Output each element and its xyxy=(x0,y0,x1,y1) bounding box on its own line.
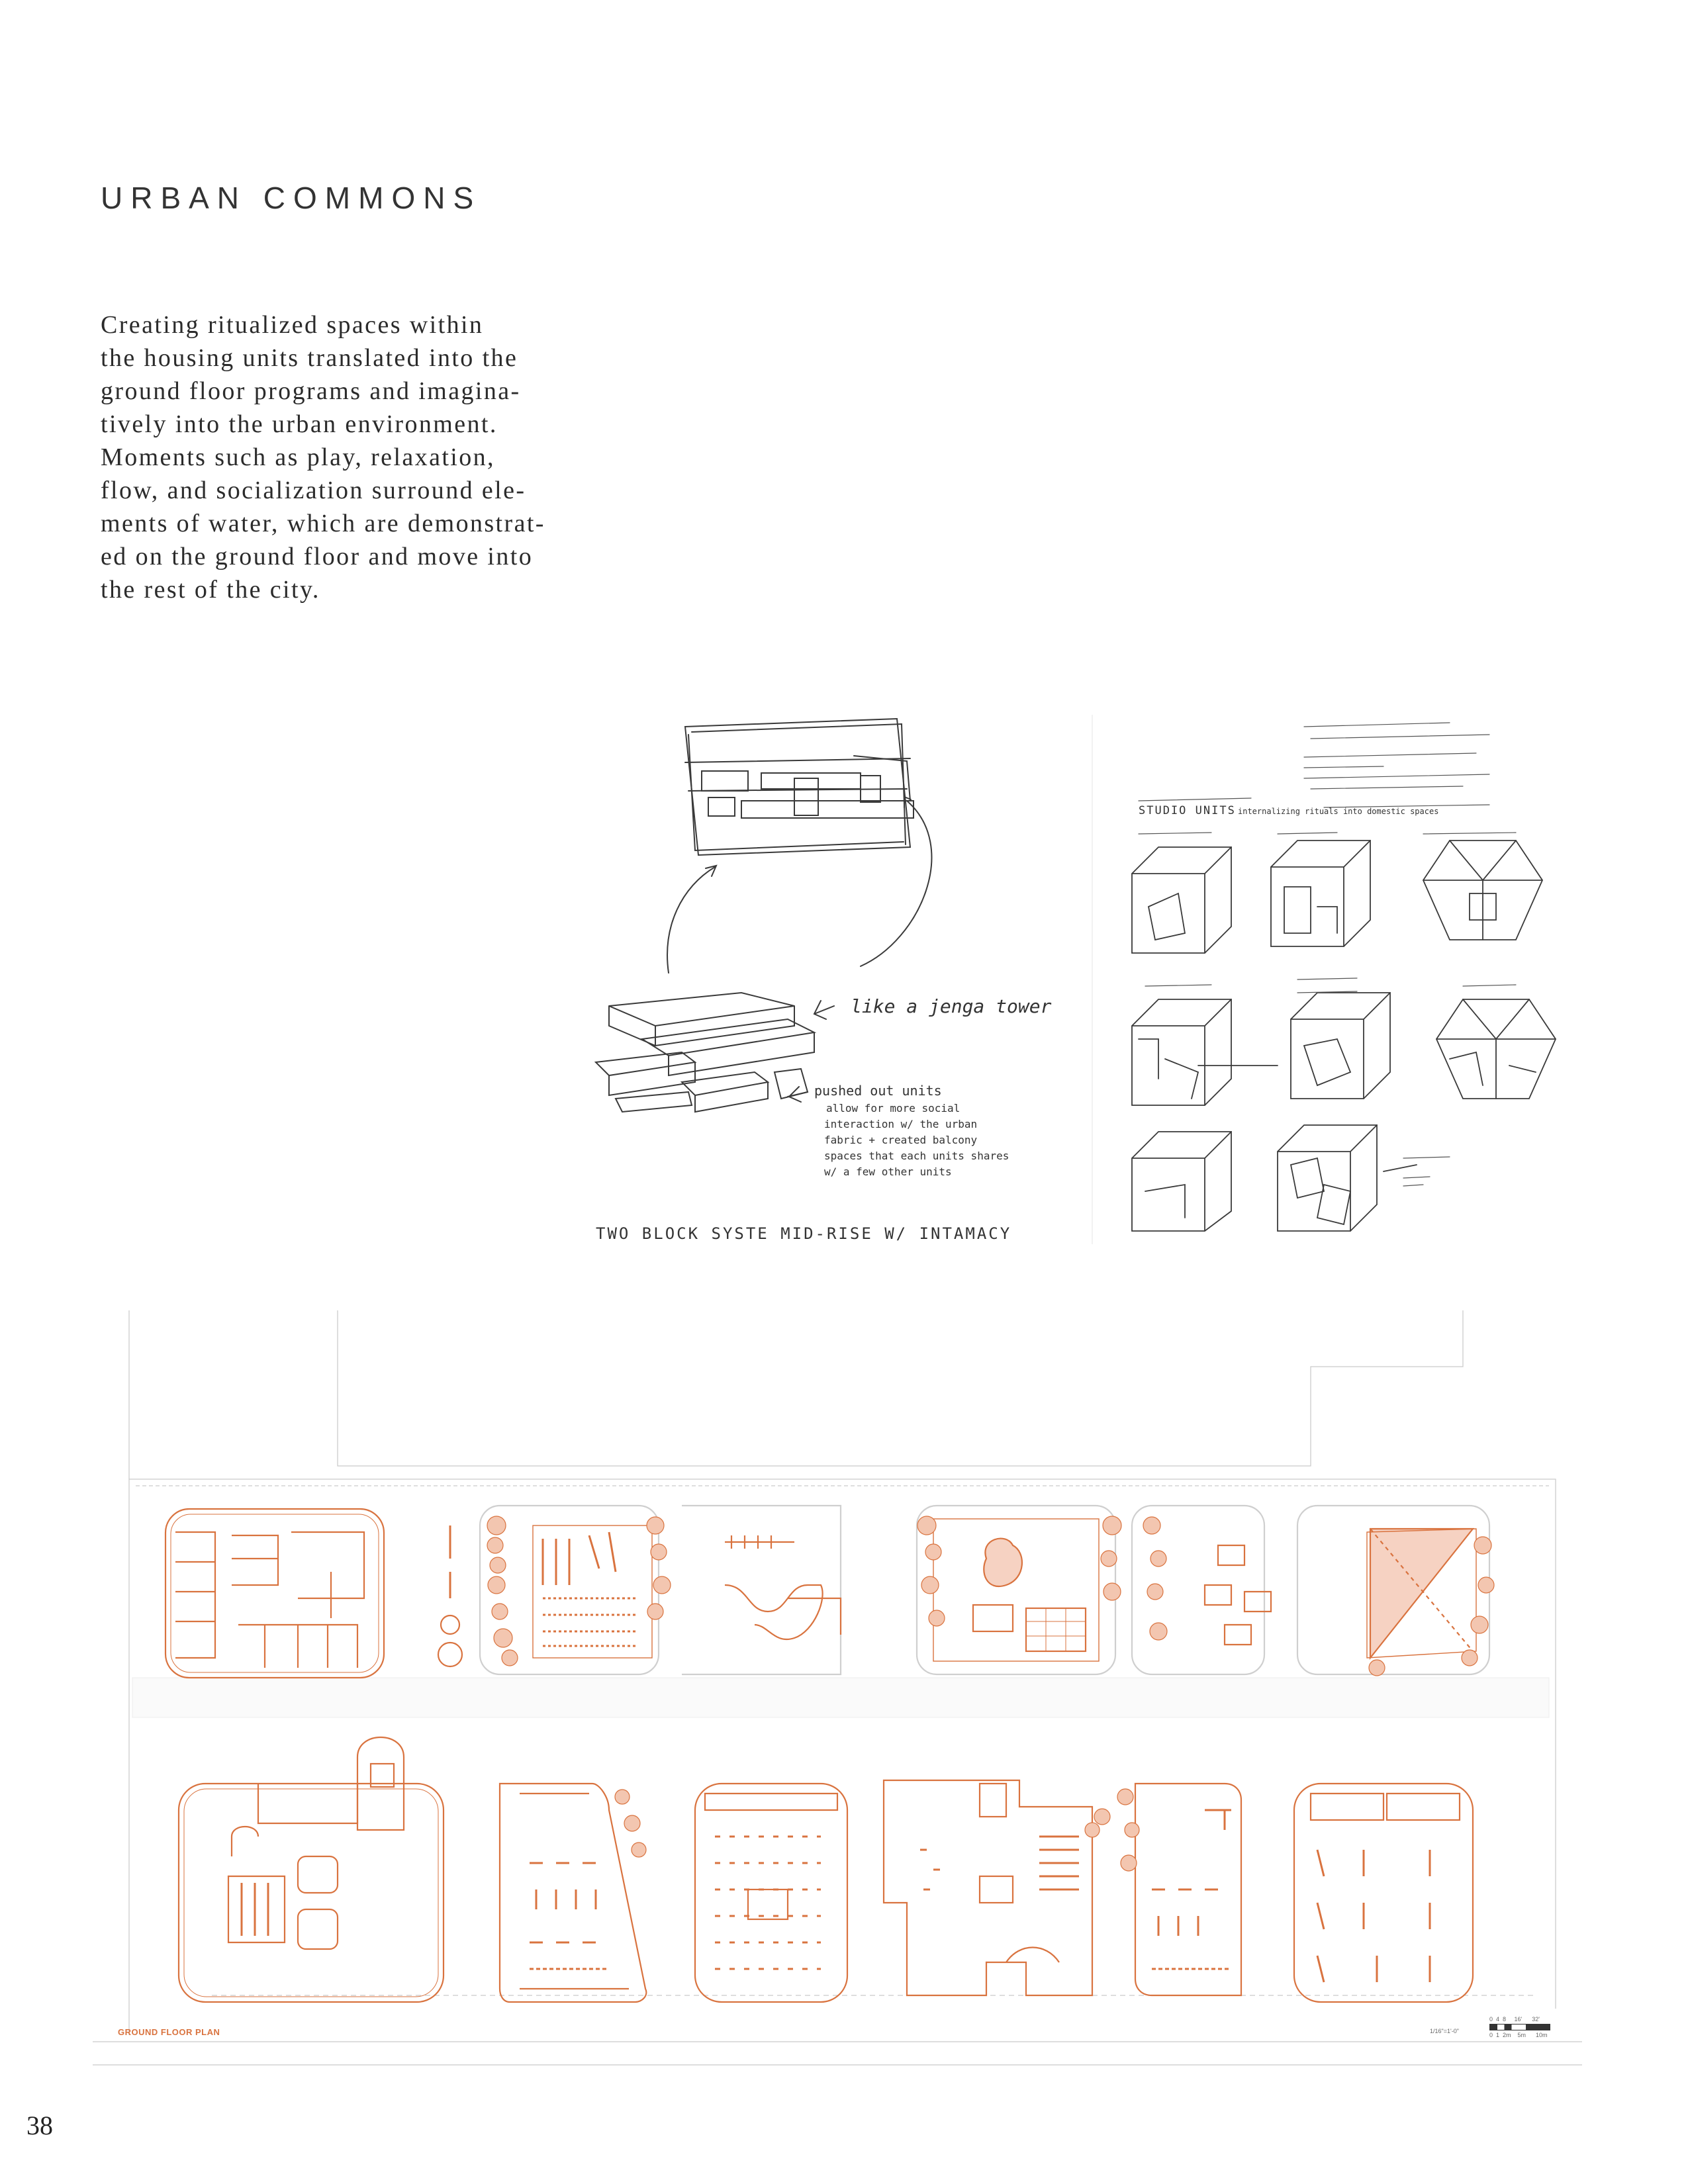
jenga-note: like a jenga tower xyxy=(851,995,1052,1017)
intro-line: the rest of the city. xyxy=(101,576,320,604)
sketch-caption: TWO BLOCK SYSTE MID-RISE W/ INTAMACY xyxy=(596,1224,1012,1243)
pushed-note-line: spaces that each units shares xyxy=(824,1150,1009,1162)
intro-line: ground floor programs and imagina- xyxy=(101,377,521,405)
pushed-note-line: w/ a few other units xyxy=(824,1165,952,1178)
block-bottom-6 xyxy=(1294,1784,1473,2002)
scribble-notes xyxy=(1139,723,1516,1186)
scale-graphic xyxy=(1489,2016,1550,2038)
intro-line: the housing units translated into the xyxy=(101,344,518,372)
block-top-4 xyxy=(682,1506,841,1674)
intro-paragraph xyxy=(101,308,670,606)
block-bottom-4 xyxy=(884,1780,1092,1995)
scale-bar-graphic xyxy=(1489,2024,1550,2030)
plan-label: GROUND FLOOR PLAN xyxy=(118,2027,220,2037)
page-number: 38 xyxy=(26,2111,53,2140)
pushed-note-line: fabric + created balcony xyxy=(824,1134,978,1146)
upper-block-sketch xyxy=(685,719,914,855)
ground-floor-plan xyxy=(79,1307,1595,2068)
studio-units-note: internalizing rituals into domestic spaces xyxy=(1238,807,1439,816)
concept-sketch xyxy=(576,715,1562,1244)
intro-line: ed on the ground floor and move into xyxy=(101,543,534,570)
block-bottom-1 xyxy=(179,1737,444,2002)
intro-line: Creating ritualized spaces within xyxy=(101,311,484,339)
block-top-1 xyxy=(165,1509,384,1678)
intro-line: ments of water, which are demonstrat- xyxy=(101,510,545,537)
sketch-drawing xyxy=(576,715,1562,1244)
pushed-note-line: interaction w/ the urban xyxy=(824,1118,978,1130)
scale-ratio: 1/16"=1'-0" xyxy=(1430,2028,1459,2034)
scale-ticks-bottom: 0 1 2m 5m 10m xyxy=(1489,2032,1548,2038)
block-top-5 xyxy=(917,1506,1115,1674)
block-bottom-3 xyxy=(695,1784,847,2002)
pushed-note-line: allow for more social xyxy=(826,1102,961,1115)
intro-line: tively into the urban environment. xyxy=(101,410,498,438)
plan-drawing xyxy=(79,1307,1595,2068)
scale-ticks-top: 0 4 8 16' 32' xyxy=(1489,2016,1540,2023)
page-title: URBAN COMMONS xyxy=(101,181,482,215)
studio-unit-sketches xyxy=(1132,841,1556,1231)
block-top-7 xyxy=(1297,1506,1489,1674)
block-top-3 xyxy=(480,1506,659,1674)
intro-line: Moments such as play, relaxation, xyxy=(101,443,495,471)
pushed-note-line: pushed out units xyxy=(814,1083,942,1099)
block-top-2-circles xyxy=(438,1525,462,1666)
intro-line: flow, and socialization surround ele- xyxy=(101,477,526,504)
jenga-tower-sketch xyxy=(596,993,814,1112)
block-bottom-5 xyxy=(1135,1784,1241,1995)
studio-units-label: STUDIO UNITS xyxy=(1139,804,1236,817)
block-bottom-2 xyxy=(500,1784,646,2002)
scale-bar xyxy=(1430,2016,1549,2049)
